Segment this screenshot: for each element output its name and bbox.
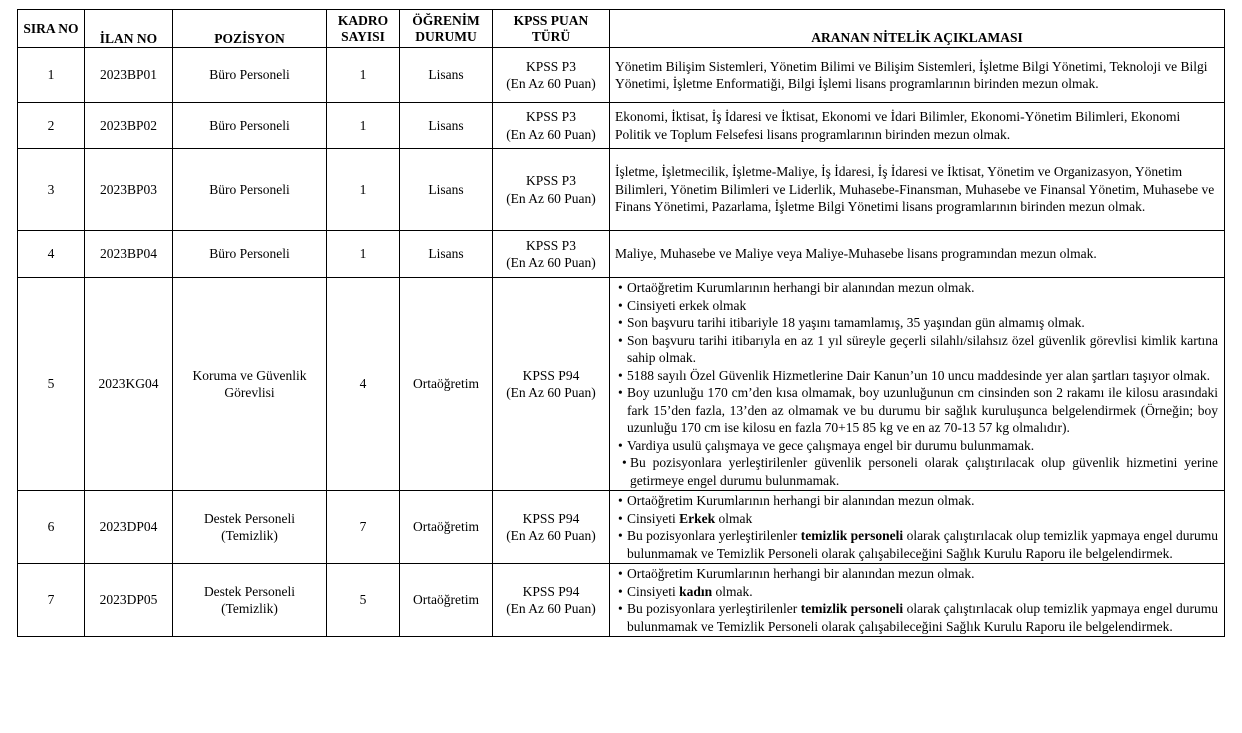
kpss-type: KPSS P94 (522, 583, 580, 599)
requirement-item: • Boy uzunluğu 170 cm’den kısa olmamak, boy uzunluğunun cm cinsinden son 2 rakamı ile kilosu arasındaki fark 15’den fazla, 13’den az olmamak ve bu durumu bir sağlık kuruluşunca belgelendirmek (Örneğin; boy uzunluğu 170 cm ise kilosu en fazla 70+15 85 kg ve en az 70-13 57 kg olmalıdır). (615, 384, 1218, 437)
cell-ilan-no: 2023DP04 (85, 491, 173, 564)
cell-kpss (493, 149, 610, 231)
kpss-type: KPSS P3 (526, 109, 576, 124)
cell-pozisyon (173, 564, 327, 637)
pozisyon-line: Görevlisi (224, 385, 275, 400)
cell-ogrenim: Ortaöğretim (400, 564, 493, 637)
cell-sira: 5 (18, 278, 85, 491)
cell-ilan-no: 2023BP01 (85, 48, 173, 103)
pozisyon-line: Destek Personeli (203, 583, 296, 599)
requirement-item: • Ortaöğretim Kurumlarının herhangi bir alanından mezun olmak. (615, 279, 1218, 297)
requirement-item: • Son başvuru tarihi itibarıyla en az 1 yıl süreyle geçerli silahlı/silahsız özel güvenlik görevlisi kimlik kartına sahip olmak. (615, 332, 1218, 367)
kpss-type: KPSS P3 (526, 237, 576, 253)
cell-ilan-no: 2023BP04 (85, 231, 173, 278)
cell-ilan-no: 2023BP02 (85, 103, 173, 149)
cell-ogrenim: Lisans (400, 103, 493, 149)
table-row (18, 103, 1225, 149)
table-row (18, 149, 1225, 231)
requirement-item: • 5188 sayılı Özel Güvenlik Hizmetlerine Dair Kanun’un 10 uncu maddesinde yer alan şartları taşıyor olmak. (615, 367, 1218, 385)
cell-kadro: 7 (327, 491, 400, 564)
requirement-text: Bu pozisyonlara yerleştirilenler (627, 528, 801, 543)
cell-aciklama: Ekonomi, İktisat, İş İdaresi ve İktisat, Ekonomi ve İdari Bilimler, Ekonomi-Yönetim Bilimleri, Ekonomi Politik ve Toplum Felsefesi lisans programlarının birinden mezun olmak. (610, 103, 1225, 149)
cell-kpss (493, 231, 610, 278)
header-ogrenim: ÖĞRENİM DURUMU (400, 10, 493, 48)
cell-aciklama: İşletme, İşletmecilik, İşletme-Maliye, İş İdaresi, İş İdaresi ve İktisat, Yönetim ve Organizasyon, Yönetim Bilimleri, Yönetim Bilimleri ve Liderlik, Muhasebe-Finansman, Muhasebe ve Finansal Yönetim, Muhasebe ve Finans Yönetimi, Pazarlama, İşletme Bilgi Yönetimi lisans programlarının birinden mezun olmak. (610, 149, 1225, 231)
pozisyon-line: Destek Personeli (203, 510, 296, 526)
cell-kadro: 4 (327, 278, 400, 491)
requirement-item: • Ortaöğretim Kurumlarının herhangi bir alanından mezun olmak. (615, 492, 1218, 510)
document-page (17, 9, 1224, 637)
requirement-item (615, 527, 1218, 562)
cell-ogrenim: Lisans (400, 48, 493, 103)
cell-sira: 1 (18, 48, 85, 103)
cell-kadro: 1 (327, 103, 400, 149)
cell-ogrenim: Lisans (400, 149, 493, 231)
cell-sira: 2 (18, 103, 85, 149)
cell-aciklama (610, 564, 1225, 637)
requirement-text: olarak çalıştırılacak olup temizlik yapmaya engel durumu bulunmamak ve Temizlik Personeli olarak çalışabileceğini Sağlık Kurulu Raporu ile belgelendirmek. (627, 601, 1219, 634)
cell-pozisyon: Büro Personeli (173, 103, 327, 149)
requirement-list (615, 565, 1218, 635)
cell-aciklama (610, 491, 1225, 564)
kpss-min-score: (En Az 60 Puan) (506, 385, 596, 400)
cell-kadro: 5 (327, 564, 400, 637)
cell-aciklama (610, 278, 1225, 491)
cell-kpss (493, 278, 610, 491)
requirement-item: • Son başvuru tarihi itibariyle 18 yaşını tamamlamış, 35 yaşından gün almamış olmak. (615, 314, 1218, 332)
requirement-text: olarak çalıştırılacak olup temizlik yapmaya engel durumu bulunmamak ve Temizlik Personeli olarak çalışabileceğini Sağlık Kurulu Raporu ile belgelendirmek. (627, 528, 1219, 561)
job-listing-table (17, 9, 1225, 637)
header-row (18, 10, 1225, 48)
header-pozisyon: POZİSYON (173, 10, 327, 48)
cell-kpss (493, 564, 610, 637)
requirement-item: • Ortaöğretim Kurumlarının herhangi bir alanından mezun olmak. (615, 565, 1218, 583)
cell-aciklama: Yönetim Bilişim Sistemleri, Yönetim Bilimi ve Bilişim Sistemleri, İşletme Bilgi Yönetimi, Teknoloji ve Bilgi Yönetimi, İşletme Enformatiği, Bilgi İşlemi lisans programlarının birinden mezun olmak. (610, 48, 1225, 103)
requirement-text: Bu pozisyonlara yerleştirilenler (627, 601, 801, 616)
cell-kpss (493, 103, 610, 149)
cell-ilan-no: 2023BP03 (85, 149, 173, 231)
pozisyon-line: Koruma ve Güvenlik (192, 367, 307, 383)
cell-pozisyon: Büro Personeli (173, 48, 327, 103)
cell-pozisyon: Büro Personeli (173, 149, 327, 231)
cell-sira: 4 (18, 231, 85, 278)
cell-kadro: 1 (327, 231, 400, 278)
pozisyon-line: (Temizlik) (221, 601, 278, 616)
requirement-item: • Bu pozisyonlara yerleştirilenler güvenlik personeli olarak çalıştırılacak olup güvenlik hizmetini yerine getirmeye engel durumu bulunmamak. (615, 454, 1218, 489)
requirement-emphasis: Erkek (679, 510, 716, 526)
requirement-item: • Vardiya usulü çalışmaya ve gece çalışmaya engel bir durumu bulunmamak. (615, 437, 1218, 455)
cell-ilan-no: 2023KG04 (85, 278, 173, 491)
requirement-list (615, 279, 1218, 489)
requirement-emphasis: kadın (679, 583, 713, 599)
cell-ilan-no: 2023DP05 (85, 564, 173, 637)
requirement-text: Cinsiyeti (627, 510, 680, 526)
cell-sira: 3 (18, 149, 85, 231)
cell-kpss (493, 48, 610, 103)
kpss-type: KPSS P3 (526, 58, 576, 74)
cell-aciklama: Maliye, Muhasebe ve Maliye veya Maliye-Muhasebe lisans programından mezun olmak. (610, 231, 1225, 278)
kpss-min-score: (En Az 60 Puan) (506, 190, 596, 206)
cell-ogrenim: Ortaöğretim (400, 491, 493, 564)
requirement-text: Cinsiyeti (627, 583, 680, 599)
header-sira: SIRA NO (18, 10, 85, 48)
kpss-type: KPSS P3 (526, 173, 576, 188)
cell-sira: 7 (18, 564, 85, 637)
pozisyon-line: (Temizlik) (221, 528, 278, 543)
requirement-item: • Cinsiyeti erkek olmak (615, 297, 1218, 315)
cell-pozisyon (173, 491, 327, 564)
requirement-item (615, 510, 1218, 528)
requirement-text: olmak. (712, 583, 753, 599)
cell-kadro: 1 (327, 149, 400, 231)
table-row (18, 491, 1225, 564)
header-ilan-no: İLAN NO (85, 10, 173, 48)
cell-ogrenim: Lisans (400, 231, 493, 278)
table-row (18, 48, 1225, 103)
table-row (18, 278, 1225, 491)
header-kpss: KPSS PUAN TÜRÜ (493, 10, 610, 48)
cell-ogrenim: Ortaöğretim (400, 278, 493, 491)
cell-kadro: 1 (327, 48, 400, 103)
table-row (18, 231, 1225, 278)
requirement-emphasis: temizlik personeli (800, 528, 904, 543)
requirement-item (615, 583, 1218, 601)
cell-sira: 6 (18, 491, 85, 564)
header-kadro: KADRO SAYISI (327, 10, 400, 48)
kpss-min-score: (En Az 60 Puan) (506, 601, 596, 616)
kpss-min-score: (En Az 60 Puan) (506, 528, 596, 543)
kpss-min-score: (En Az 60 Puan) (506, 255, 596, 270)
cell-pozisyon: Büro Personeli (173, 231, 327, 278)
requirement-text: olmak (715, 510, 753, 526)
cell-pozisyon (173, 278, 327, 491)
cell-kpss (493, 491, 610, 564)
kpss-min-score: (En Az 60 Puan) (506, 126, 596, 142)
header-aciklama: ARANAN NİTELİK AÇIKLAMASI (610, 10, 1225, 48)
table-row (18, 564, 1225, 637)
kpss-type: KPSS P94 (522, 510, 580, 526)
kpss-type: KPSS P94 (522, 367, 580, 383)
requirement-item (615, 600, 1218, 635)
kpss-min-score: (En Az 60 Puan) (506, 76, 596, 91)
requirement-list (615, 492, 1218, 562)
requirement-emphasis: temizlik personeli (800, 601, 904, 616)
